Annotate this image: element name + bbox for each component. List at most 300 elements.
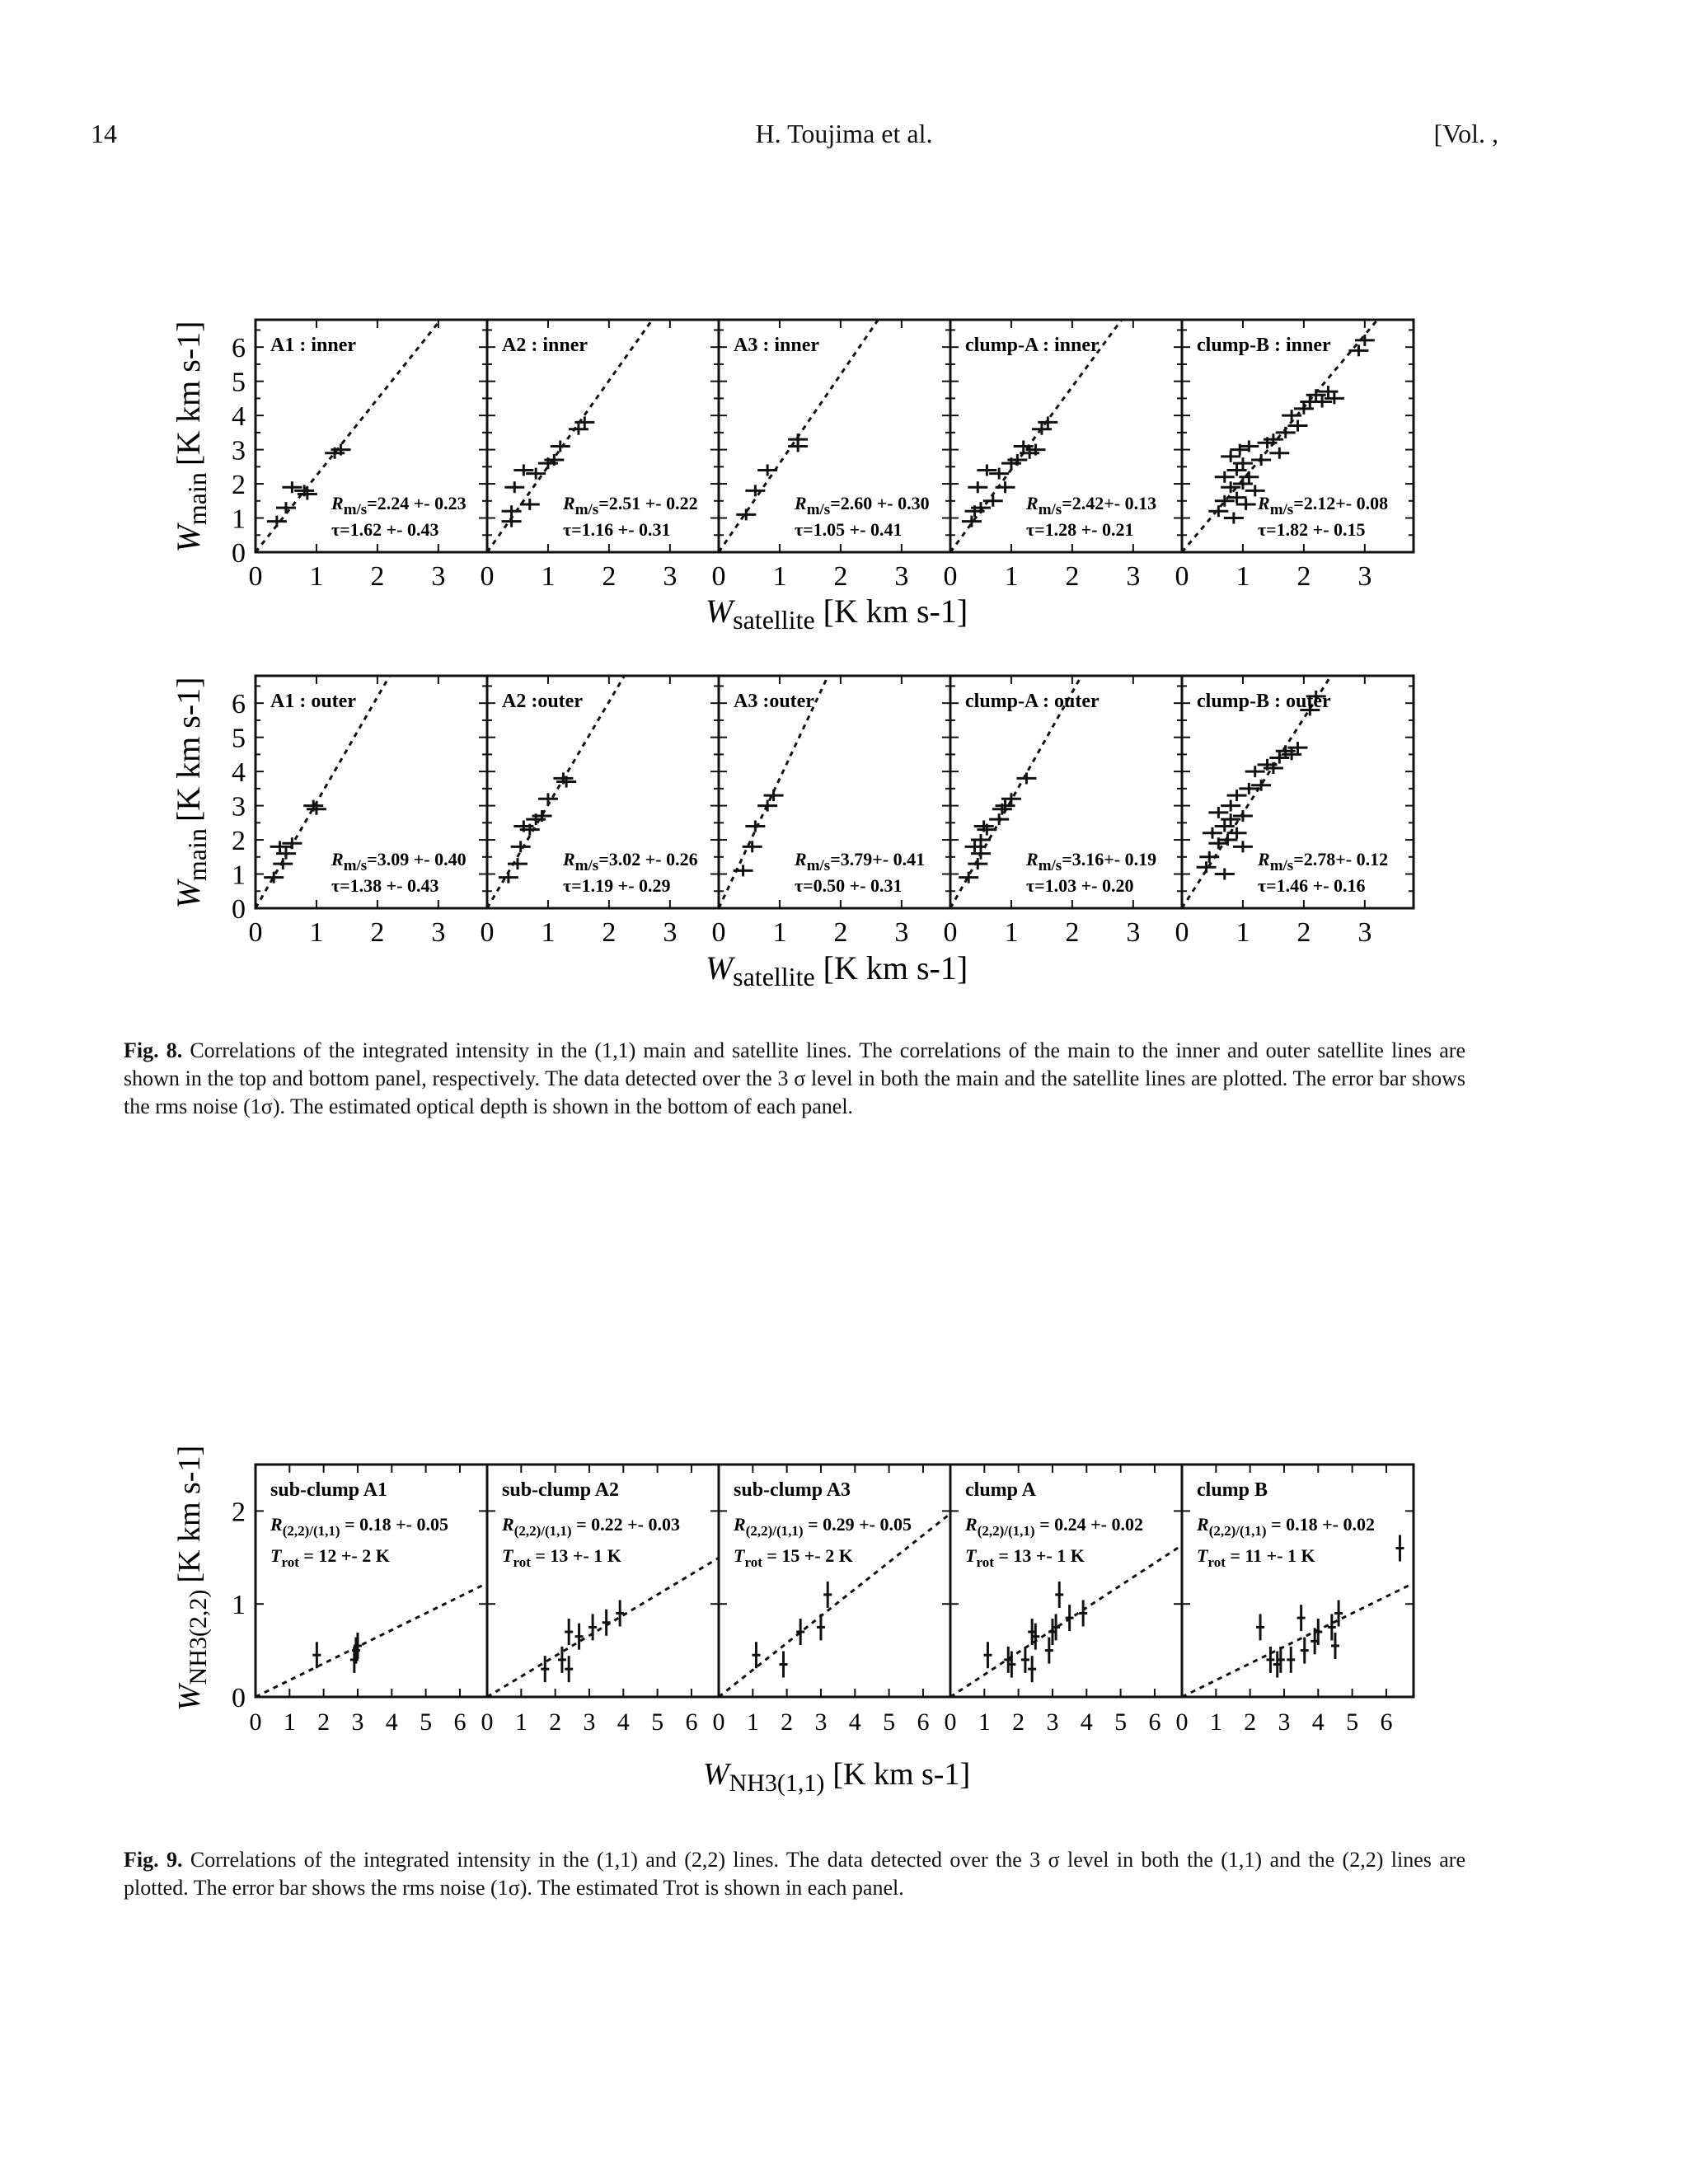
trot-subscript: rot xyxy=(1207,1554,1226,1570)
ratio-value: =2.51 +- 0.22 xyxy=(598,493,698,513)
fit-line xyxy=(719,1514,950,1697)
panel-title: A3 : inner xyxy=(734,335,819,356)
x-tick-label: 2 xyxy=(781,1708,794,1736)
x-tick-label: 2 xyxy=(602,917,617,948)
trot-value: = 15 +- 2 K xyxy=(762,1545,853,1566)
trot-value: = 13 +- 1 K xyxy=(530,1545,621,1566)
data-point xyxy=(1055,1582,1063,1608)
figure-9-caption-text: Correlations of the integrated intensity in the (1,1) and (2,2) lines. The data detected over the 3 σ level in both the (1,1) and the (2,2) lines are plotted. The error bar shows the rms noise (1σ). The estimated Trot is shown in each panel. xyxy=(124,1848,1465,1900)
data-point xyxy=(1079,1600,1087,1626)
data-point xyxy=(959,872,978,883)
data-point xyxy=(757,464,777,476)
data-point xyxy=(1245,766,1265,777)
data-point xyxy=(757,800,777,812)
figure-8-caption xyxy=(124,1037,1465,1121)
panel-title: clump-B : outer xyxy=(1197,691,1331,712)
data-point xyxy=(1215,869,1235,880)
x-tick-label: 1 xyxy=(978,1708,991,1736)
data-point xyxy=(745,485,765,496)
panel-2 xyxy=(481,516,720,948)
y-tick-label: 4 xyxy=(232,757,246,789)
ratio-subscript: m/s xyxy=(806,501,831,518)
x-tick-label: 4 xyxy=(617,1708,630,1736)
ratio-symbol: R xyxy=(1026,849,1039,869)
data-point xyxy=(1016,772,1036,784)
panel-5 xyxy=(1175,547,1414,948)
data-point xyxy=(1208,505,1228,517)
figure-9 xyxy=(0,1438,1688,1801)
x-tick-label: 0 xyxy=(1175,1708,1189,1736)
panel-5 xyxy=(1175,277,1414,592)
y-tick-label: 5 xyxy=(232,723,246,754)
ratio-label xyxy=(501,1514,680,1539)
x-tick-label: 1 xyxy=(541,917,556,948)
x-tick-label: 3 xyxy=(1126,917,1141,948)
data-point xyxy=(575,1624,584,1650)
ratio-value: =2.42+- 0.13 xyxy=(1062,493,1157,513)
panel-1 xyxy=(232,1465,487,1736)
x-tick-label: 0 xyxy=(1175,561,1189,592)
x-tick-label: 2 xyxy=(1065,917,1080,948)
x-tick-label: 5 xyxy=(1114,1708,1128,1736)
tau-label: τ=1.62 +- 0.43 xyxy=(331,519,439,540)
x-tick-label: 0 xyxy=(248,561,263,592)
x-tick-label: 1 xyxy=(1004,917,1019,948)
ratio-value: = 0.18 +- 0.05 xyxy=(340,1514,448,1535)
figure-8-top-y-label xyxy=(170,321,212,553)
ratio-subscript: m/s xyxy=(1038,857,1062,874)
trot-label xyxy=(270,1545,390,1570)
figure-8 xyxy=(0,0,1688,1005)
x-tick-label: 5 xyxy=(1346,1708,1359,1736)
data-point xyxy=(1287,1647,1295,1673)
trot-subscript: rot xyxy=(281,1554,299,1570)
ratio-symbol: R xyxy=(1258,849,1270,869)
figure-8-bottom-x-label: $W_{satellite}$ [K km s-1] xyxy=(705,949,968,991)
ratio-symbol: R xyxy=(965,1514,978,1535)
panel-title: A2 : inner xyxy=(502,335,588,356)
data-point xyxy=(1348,344,1368,356)
y-tick-label: 6 xyxy=(232,333,246,364)
data-point xyxy=(616,1600,624,1626)
panel-5 xyxy=(1176,1465,1414,1736)
x-tick-label: 2 xyxy=(370,917,385,948)
trot-symbol: T xyxy=(502,1545,513,1566)
trot-subscript: rot xyxy=(513,1554,531,1570)
figure-9-y-label xyxy=(172,1446,212,1711)
data-point xyxy=(264,872,284,883)
ratio-label xyxy=(331,493,467,518)
x-tick-label: 2 xyxy=(1012,1708,1025,1736)
y-tick-label: 4 xyxy=(232,401,246,433)
x-tick-label: 3 xyxy=(894,917,909,948)
ratio-subscript: m/s xyxy=(1269,501,1294,518)
data-point xyxy=(983,495,1003,507)
x-tick-label: 0 xyxy=(249,1708,262,1736)
ratio-value: =2.24 +- 0.23 xyxy=(367,493,467,513)
ratio-subscript: m/s xyxy=(574,501,599,518)
ratio-subscript: (2,2)/(1,1) xyxy=(513,1523,572,1539)
ratio-value: =2.12+- 0.08 xyxy=(1293,493,1389,513)
figure-9-caption xyxy=(124,1846,1465,1902)
panel-4 xyxy=(944,498,1183,948)
ratio-label xyxy=(733,1514,912,1539)
fit-line xyxy=(256,1583,487,1697)
data-point xyxy=(983,1642,992,1668)
x-tick-label: 1 xyxy=(746,1708,759,1736)
x-tick-label: 3 xyxy=(431,561,446,592)
ratio-label xyxy=(794,849,925,874)
figure-9-caption-label: Fig. 9. xyxy=(124,1848,183,1872)
panel-title: A1 : inner xyxy=(270,335,356,356)
x-tick-label: 1 xyxy=(1209,1708,1222,1736)
ratio-label xyxy=(562,493,698,518)
x-tick-label: 0 xyxy=(248,917,263,948)
figure-9-x-label: $W_{NH3(1,1)}$ [K km s-1] xyxy=(702,1757,971,1797)
x-tick-label: 6 xyxy=(1380,1708,1393,1736)
ratio-subscript: m/s xyxy=(574,857,599,874)
x-tick-label: 4 xyxy=(848,1708,861,1736)
y-tick-label: 5 xyxy=(232,367,246,398)
panel-title: sub-clump A2 xyxy=(502,1479,620,1501)
ratio-subscript: m/s xyxy=(806,857,831,874)
x-tick-label: 4 xyxy=(1311,1708,1325,1736)
y-tick-label: 1 xyxy=(232,504,246,535)
x-tick-label: 3 xyxy=(1046,1708,1059,1736)
data-point xyxy=(968,481,987,493)
data-point xyxy=(736,509,756,520)
panel-2 xyxy=(481,226,720,592)
figure-8-caption-text: Correlations of the integrated intensity in the (1,1) main and satellite lines. The correlations of the main to the inner and outer satellite lines are shown in the top and bottom panel, respectively. The data detected over the 3 σ level in both the main and the satellite lines are plotted. The error bar shows the rms noise (1σ). The estimated optical depth is shown in the bottom of each panel. xyxy=(124,1038,1466,1118)
data-point xyxy=(1297,1605,1306,1631)
data-point xyxy=(1221,800,1240,812)
data-point xyxy=(764,790,784,801)
ratio-value: = 0.24 +- 0.02 xyxy=(1034,1514,1143,1535)
ratio-subscript: (2,2)/(1,1) xyxy=(1208,1523,1267,1539)
tau-label: τ=1.16 +- 0.31 xyxy=(563,519,671,540)
x-tick-label: 2 xyxy=(1296,917,1311,948)
x-tick-label: 3 xyxy=(1126,561,1141,592)
ratio-value: =3.09 +- 0.40 xyxy=(367,849,467,869)
data-point xyxy=(996,481,1015,493)
x-tick-label: 0 xyxy=(712,1708,725,1736)
data-point xyxy=(1282,410,1301,421)
x-tick-label: 2 xyxy=(602,561,617,592)
ratio-symbol: R xyxy=(270,1514,283,1535)
data-point xyxy=(1256,1614,1264,1640)
fit-line xyxy=(487,1558,719,1697)
data-point xyxy=(734,865,753,876)
figure-8-top-row xyxy=(232,214,1414,592)
data-point xyxy=(817,1614,825,1640)
x-tick-label: 5 xyxy=(651,1708,664,1736)
trot-value: = 11 +- 1 K xyxy=(1225,1545,1315,1566)
data-point xyxy=(504,481,524,493)
ratio-value: = 0.18 +- 0.02 xyxy=(1266,1514,1375,1535)
x-tick-label: 2 xyxy=(833,561,848,592)
x-tick-label: 1 xyxy=(309,561,324,592)
ratio-symbol: R xyxy=(502,1514,514,1535)
ratio-label xyxy=(964,1514,1143,1539)
y-tick-label: 3 xyxy=(232,435,246,466)
y-tick-label: 0 xyxy=(232,538,246,569)
x-tick-label: 3 xyxy=(663,917,678,948)
ratio-symbol: R xyxy=(1258,493,1270,513)
ratio-subscript: m/s xyxy=(343,501,368,518)
data-point xyxy=(1221,451,1240,462)
x-tick-label: 0 xyxy=(711,917,726,948)
ratio-label xyxy=(1025,849,1156,874)
trot-label xyxy=(502,1545,621,1570)
x-tick-label: 5 xyxy=(883,1708,896,1736)
tau-label: τ=1.82 +- 0.15 xyxy=(1258,519,1366,540)
x-tick-label: 1 xyxy=(1236,917,1250,948)
trot-symbol: T xyxy=(734,1545,745,1566)
x-tick-label: 4 xyxy=(1080,1708,1093,1736)
x-tick-label: 3 xyxy=(351,1708,364,1736)
data-point xyxy=(989,813,1009,825)
x-tick-label: 0 xyxy=(943,561,958,592)
x-tick-label: 1 xyxy=(309,917,324,948)
ratio-label xyxy=(1025,493,1156,518)
volume-label: [Vol. , xyxy=(1433,119,1498,148)
panel-title: A1 : outer xyxy=(270,691,356,712)
x-tick-label: 2 xyxy=(1065,561,1080,592)
trot-subscript: rot xyxy=(744,1554,762,1570)
data-point xyxy=(603,1610,611,1636)
x-tick-label: 1 xyxy=(514,1708,528,1736)
trot-symbol: T xyxy=(1197,1545,1208,1566)
x-tick-label: 0 xyxy=(944,1708,957,1736)
panel-title: clump-B : inner xyxy=(1197,335,1331,356)
data-point xyxy=(502,505,522,517)
panel-4 xyxy=(945,1465,1183,1736)
x-tick-label: 3 xyxy=(894,561,909,592)
x-tick-label: 6 xyxy=(1148,1708,1161,1736)
x-tick-label: 2 xyxy=(833,917,848,948)
panel-3 xyxy=(712,214,951,592)
data-point xyxy=(267,516,287,527)
data-point xyxy=(1355,335,1375,346)
tau-label: τ=1.38 +- 0.43 xyxy=(331,875,439,896)
x-tick-label: 5 xyxy=(420,1708,433,1736)
x-tick-label: 1 xyxy=(1004,561,1019,592)
page-number: 14 xyxy=(91,119,117,148)
panel-title: clump A xyxy=(965,1479,1037,1501)
data-point xyxy=(1266,1647,1274,1673)
ratio-label xyxy=(1196,1514,1375,1539)
ratio-symbol: R xyxy=(331,849,344,869)
ratio-symbol: R xyxy=(331,493,344,513)
ratio-value: =3.79+- 0.41 xyxy=(830,849,926,869)
ratio-symbol: R xyxy=(1197,1514,1209,1535)
data-point xyxy=(1203,827,1222,839)
data-point xyxy=(511,841,531,852)
ratio-value: =2.78+- 0.12 xyxy=(1293,849,1389,869)
ratio-value: =3.02 +- 0.26 xyxy=(598,849,698,869)
panel-1 xyxy=(232,507,487,948)
ratio-symbol: R xyxy=(734,1514,746,1535)
ratio-subscript: m/s xyxy=(343,857,368,874)
ratio-label xyxy=(562,849,698,874)
panel-1 xyxy=(232,261,487,592)
data-point xyxy=(273,858,293,869)
tau-label: τ=1.05 +- 0.41 xyxy=(795,519,903,540)
data-point xyxy=(1208,807,1228,818)
fit-line xyxy=(1182,1583,1414,1697)
y-tick-label: 1 xyxy=(232,860,246,891)
svg-text:WNH3(2,2)[K km s-1]: $W_{NH3(2,2)}[K$ km s-1] xyxy=(172,1445,212,1712)
data-point xyxy=(1224,513,1244,524)
ratio-subscript: (2,2)/(1,1) xyxy=(977,1523,1035,1539)
panel-title: clump-A : inner xyxy=(965,335,1100,356)
ratio-label xyxy=(270,1514,448,1539)
y-tick-label: 2 xyxy=(232,826,246,857)
data-point xyxy=(1395,1535,1404,1562)
data-point xyxy=(796,1619,804,1645)
ratio-symbol: R xyxy=(563,849,575,869)
ratio-label xyxy=(1257,493,1388,518)
ratio-label xyxy=(1257,849,1388,874)
panel-title: A2 :outer xyxy=(502,691,583,712)
ratio-value: =3.16+- 0.19 xyxy=(1062,849,1157,869)
trot-symbol: T xyxy=(965,1545,977,1566)
figure-8-top-x-label: $W_{satellite}$ [K km s-1] xyxy=(705,593,968,635)
ratio-symbol: R xyxy=(1026,493,1039,513)
tau-label: τ=1.46 +- 0.16 xyxy=(1258,875,1366,896)
x-tick-label: 3 xyxy=(431,917,446,948)
trot-label xyxy=(1197,1545,1315,1570)
y-tick-label: 6 xyxy=(232,689,246,720)
x-tick-label: 0 xyxy=(480,561,495,592)
data-point xyxy=(508,858,528,869)
data-point xyxy=(1227,827,1247,839)
y-tick-label: 1 xyxy=(232,1590,246,1621)
x-tick-label: 1 xyxy=(772,561,787,592)
x-tick-label: 4 xyxy=(385,1708,398,1736)
data-point xyxy=(823,1582,832,1608)
x-tick-label: 1 xyxy=(772,917,787,948)
data-point xyxy=(780,1652,788,1678)
svg-text:Wmain[K km s-1]: $W_{main}[K$ km s-1] xyxy=(170,677,212,909)
data-point xyxy=(962,516,982,527)
x-tick-label: 6 xyxy=(685,1708,698,1736)
x-tick-label: 2 xyxy=(370,561,385,592)
x-tick-label: 0 xyxy=(711,561,726,592)
panel-title: sub-clump A3 xyxy=(734,1479,851,1501)
data-point xyxy=(788,434,808,445)
figure-8-caption-label: Fig. 8. xyxy=(124,1038,183,1062)
x-tick-label: 1 xyxy=(541,561,556,592)
y-tick-label: 0 xyxy=(232,894,246,925)
x-tick-label: 1 xyxy=(1236,561,1250,592)
x-tick-label: 6 xyxy=(453,1708,467,1736)
y-tick-label: 3 xyxy=(232,791,246,823)
data-point xyxy=(1197,861,1217,873)
ratio-symbol: R xyxy=(795,849,807,869)
trot-label xyxy=(965,1545,1085,1570)
panel-title: A3 :outer xyxy=(734,691,814,712)
ratio-label xyxy=(794,493,930,518)
y-tick-label: 2 xyxy=(232,1497,246,1528)
panel-title: clump-A : outer xyxy=(965,691,1100,712)
x-tick-label: 1 xyxy=(283,1708,296,1736)
ratio-subscript: m/s xyxy=(1269,857,1294,874)
x-tick-label: 0 xyxy=(943,917,958,948)
panel-3 xyxy=(713,1465,951,1736)
data-point xyxy=(1227,790,1247,801)
y-tick-label: 0 xyxy=(232,1683,246,1713)
data-point xyxy=(502,516,522,527)
tau-label: τ=0.50 +- 0.31 xyxy=(795,875,903,896)
trot-value: = 12 +- 2 K xyxy=(298,1545,390,1566)
x-tick-label: 0 xyxy=(480,917,495,948)
trot-label xyxy=(734,1545,853,1570)
x-tick-label: 2 xyxy=(1244,1708,1257,1736)
x-tick-label: 3 xyxy=(1278,1708,1291,1736)
ratio-symbol: R xyxy=(795,493,807,513)
ratio-value: =2.60 +- 0.30 xyxy=(830,493,930,513)
figure-9-row xyxy=(232,1465,1414,1736)
data-point xyxy=(968,858,987,869)
data-point xyxy=(745,820,765,832)
figure-8-bottom-y-label xyxy=(170,677,212,909)
data-point xyxy=(1233,841,1253,852)
tau-label: τ=1.03 +- 0.20 xyxy=(1026,875,1134,896)
ratio-symbol: R xyxy=(563,493,575,513)
trot-value: = 13 +- 1 K xyxy=(993,1545,1085,1566)
ratio-subscript: m/s xyxy=(1038,501,1062,518)
x-tick-label: 3 xyxy=(814,1708,828,1736)
y-tick-label: 2 xyxy=(232,470,246,501)
data-point xyxy=(565,1619,573,1645)
data-point xyxy=(1236,499,1256,510)
panel-4 xyxy=(944,238,1183,592)
x-tick-label: 2 xyxy=(549,1708,562,1736)
trot-symbol: T xyxy=(270,1545,282,1566)
svg-text:Wmain[K km s-1]: $W_{main}[K$ km s-1] xyxy=(170,321,212,553)
trot-subscript: rot xyxy=(976,1554,994,1570)
x-tick-label: 2 xyxy=(1296,561,1311,592)
panel-title: sub-clump A1 xyxy=(270,1479,388,1501)
x-tick-label: 2 xyxy=(317,1708,331,1736)
x-tick-label: 3 xyxy=(663,561,678,592)
data-point xyxy=(1269,448,1289,459)
panel-title: clump B xyxy=(1197,1479,1268,1501)
tau-label: τ=1.28 +- 0.21 xyxy=(1026,519,1134,540)
data-point xyxy=(1251,454,1271,466)
data-point xyxy=(551,440,570,452)
x-tick-label: 3 xyxy=(583,1708,596,1736)
data-point xyxy=(1066,1605,1074,1631)
ratio-subscript: (2,2)/(1,1) xyxy=(282,1523,340,1539)
ratio-label xyxy=(331,849,467,874)
x-tick-label: 6 xyxy=(917,1708,930,1736)
x-tick-label: 3 xyxy=(1357,561,1372,592)
x-tick-label: 3 xyxy=(1357,917,1372,948)
ratio-subscript: (2,2)/(1,1) xyxy=(745,1523,804,1539)
ratio-value: = 0.22 +- 0.03 xyxy=(571,1514,680,1535)
data-point xyxy=(1199,851,1219,863)
x-tick-label: 0 xyxy=(1175,917,1189,948)
data-point xyxy=(1301,1638,1309,1664)
panel-2 xyxy=(481,1465,720,1736)
tau-label: τ=1.19 +- 0.29 xyxy=(563,875,671,896)
data-point xyxy=(1215,471,1235,483)
running-author: H. Toujima et al. xyxy=(755,119,933,148)
x-tick-label: 0 xyxy=(481,1708,494,1736)
ratio-value: = 0.29 +- 0.05 xyxy=(803,1514,912,1535)
